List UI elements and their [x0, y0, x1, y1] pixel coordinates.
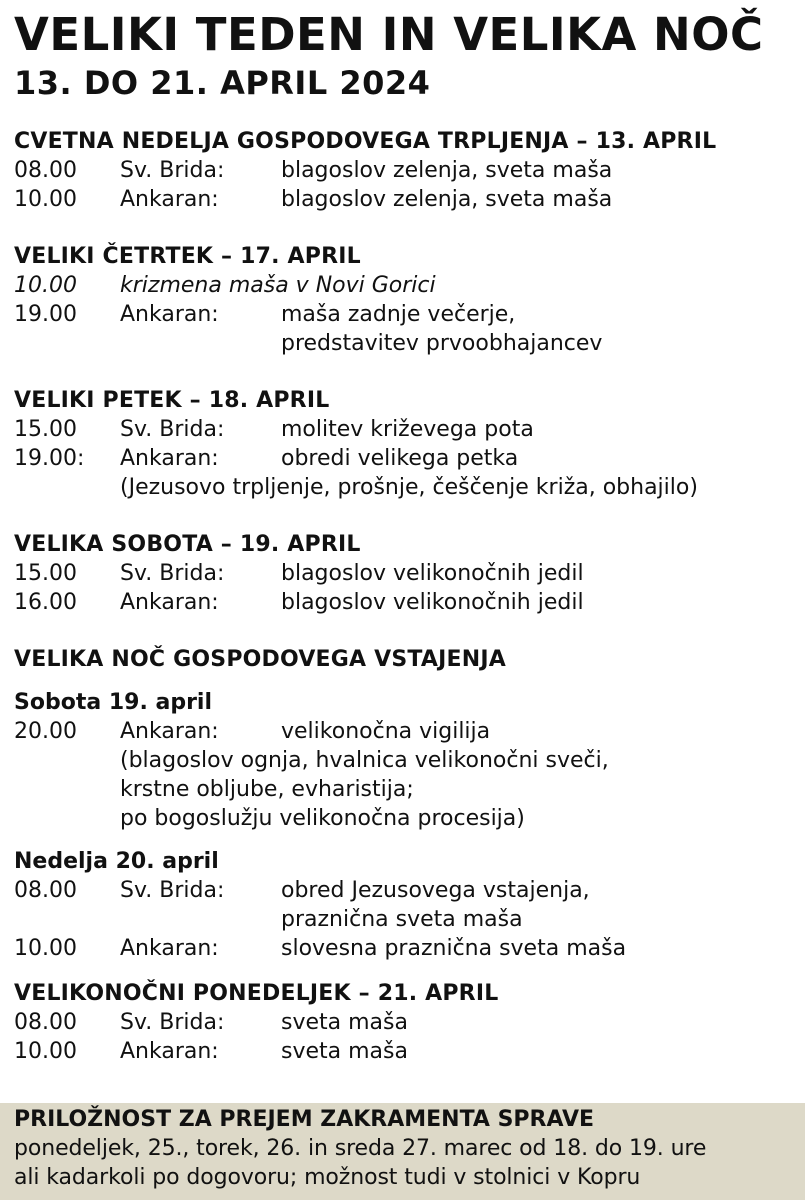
row-continuation: po bogoslužju velikonočna procesija) — [120, 806, 525, 831]
row-time: 08.00 — [14, 878, 77, 903]
row-text: blagoslov velikonočnih jedil — [281, 561, 584, 586]
row-text: krizmena maša v Novi Gorici — [120, 273, 436, 298]
schedule-row — [14, 156, 799, 185]
row-text: sveta maša — [281, 1039, 408, 1064]
row-place: Ankaran: — [120, 719, 219, 744]
row-place: Ankaran: — [120, 187, 219, 212]
row-time: 15.00 — [14, 417, 77, 442]
row-continuation: praznična sveta maša — [281, 907, 523, 932]
row-time: 16.00 — [14, 590, 77, 615]
row-time: 19.00: — [14, 446, 85, 471]
row-time: 10.00 — [14, 187, 77, 212]
row-continuation: (Jezusovo trpljenje, prošnje, češčenje križa, obhajilo) — [120, 475, 698, 500]
schedule-row — [14, 1008, 799, 1037]
row-text: slovesna praznična sveta maša — [281, 936, 627, 961]
row-time: 08.00 — [14, 1010, 77, 1035]
row-time: 20.00 — [14, 719, 77, 744]
subsection-sunday — [14, 847, 799, 963]
box-line: ponedeljek, 25., torek, 26. in sreda 27. marec od 18. do 19. ure — [14, 1136, 707, 1161]
row-place: Ankaran: — [120, 936, 219, 961]
row-text: maša zadnje večerje, — [281, 302, 516, 327]
row-text: blagoslov zelenja, sveta maša — [281, 187, 613, 212]
schedule-row — [14, 934, 799, 963]
row-continuation: krstne obljube, evharistija; — [120, 777, 414, 802]
row-place: Sv. Brida: — [120, 1010, 225, 1035]
schedule-row — [14, 876, 799, 905]
schedule — [14, 127, 799, 1094]
section-palm-sunday — [14, 127, 799, 214]
row-time: 19.00 — [14, 302, 77, 327]
section-heading: CVETNA NEDELJA GOSPODOVEGA TRPLJENJA – 13. APRIL — [14, 129, 717, 154]
row-text: blagoslov velikonočnih jedil — [281, 590, 584, 615]
schedule-row — [14, 1037, 799, 1066]
section-good-friday — [14, 386, 799, 502]
page-title: VELIKI TEDEN IN VELIKA NOČ — [14, 8, 764, 61]
section-easter — [14, 645, 799, 963]
row-time: 15.00 — [14, 561, 77, 586]
schedule-row — [14, 185, 799, 214]
row-place: Ankaran: — [120, 446, 219, 471]
row-place: Ankaran: — [120, 302, 219, 327]
row-time: 10.00 — [14, 273, 77, 298]
subsection-heading: Nedelja 20. april — [14, 849, 219, 874]
row-text: obredi velikega petka — [281, 446, 519, 471]
schedule-row — [14, 559, 799, 588]
row-text: blagoslov zelenja, sveta maša — [281, 158, 613, 183]
row-place: Sv. Brida: — [120, 158, 225, 183]
row-continuation: predstavitev prvoobhajancev — [281, 331, 603, 356]
row-place: Sv. Brida: — [120, 878, 225, 903]
section-heading: VELIKI ČETRTEK – 17. APRIL — [14, 244, 361, 269]
row-text: velikonočna vigilija — [281, 719, 491, 744]
section-holy-saturday — [14, 530, 799, 617]
subsection-heading: Sobota 19. april — [14, 690, 212, 715]
row-time: 08.00 — [14, 158, 77, 183]
box-title: PRILOŽNOST ZA PREJEM ZAKRAMENTA SPRAVE — [14, 1107, 595, 1132]
row-text: sveta maša — [281, 1010, 408, 1035]
schedule-row — [14, 300, 799, 329]
section-heading: VELIKA NOČ GOSPODOVEGA VSTAJENJA — [14, 647, 506, 672]
section-easter-monday — [14, 979, 799, 1066]
schedule-row — [14, 415, 799, 444]
row-time: 10.00 — [14, 936, 77, 961]
row-text: obred Jezusovega vstajenja, — [281, 878, 590, 903]
section-holy-thursday — [14, 242, 799, 358]
row-place: Ankaran: — [120, 1039, 219, 1064]
schedule-row — [14, 444, 799, 473]
section-heading: VELIKI PETEK – 18. APRIL — [14, 388, 330, 413]
section-heading: VELIKA SOBOTA – 19. APRIL — [14, 532, 361, 557]
subsection-saturday — [14, 688, 799, 833]
row-place: Sv. Brida: — [120, 561, 225, 586]
row-text: molitev križevega pota — [281, 417, 534, 442]
row-place: Sv. Brida: — [120, 417, 225, 442]
schedule-row — [14, 588, 799, 617]
schedule-row-italic — [14, 271, 799, 300]
row-time: 10.00 — [14, 1039, 77, 1064]
schedule-row — [14, 717, 799, 746]
section-heading: VELIKONOČNI PONEDELJEK – 21. APRIL — [14, 981, 499, 1006]
confession-info-box — [0, 1103, 805, 1200]
row-continuation: (blagoslov ognja, hvalnica velikonočni sveči, — [120, 748, 609, 773]
row-place: Ankaran: — [120, 590, 219, 615]
page-subtitle: 13. DO 21. APRIL 2024 — [14, 64, 431, 102]
box-line: ali kadarkoli po dogovoru; možnost tudi v stolnici v Kopru — [14, 1165, 641, 1190]
